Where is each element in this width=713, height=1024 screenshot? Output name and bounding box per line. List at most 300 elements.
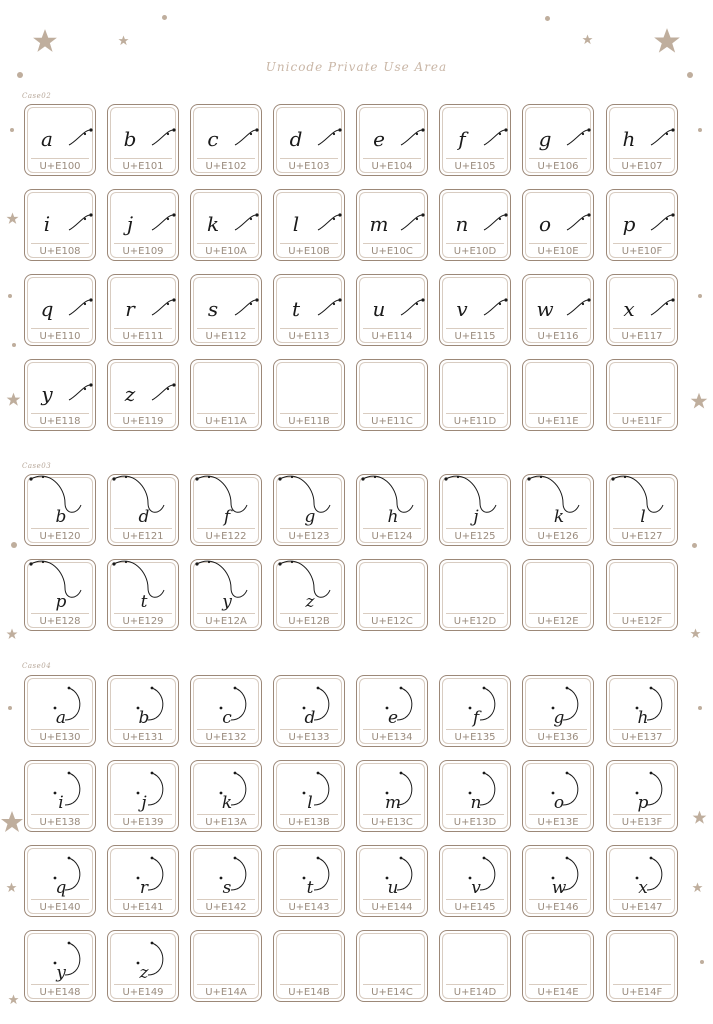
codepoint-label: U+E11A [205, 416, 247, 427]
codepoint-label: U+E14C [371, 987, 413, 998]
glyph-cell [606, 359, 678, 431]
glyph-drawing [357, 761, 429, 817]
glyph-cell [273, 760, 345, 832]
glyph-letter: w [551, 878, 567, 898]
glyph-letter: y [222, 592, 232, 612]
glyph-letter: k [206, 212, 220, 236]
codepoint-label: U+E12A [205, 616, 247, 627]
codepoint-label: U+E134 [371, 732, 413, 743]
glyph-letter: g [304, 507, 316, 527]
star-icon [118, 35, 129, 46]
glyph-letter: q [55, 878, 67, 898]
glyph-drawing [25, 676, 97, 732]
codepoint-label: U+E118 [39, 416, 81, 427]
baseline-divider [446, 613, 504, 614]
glyph-cell [24, 930, 96, 1002]
codepoint-label: U+E122 [205, 531, 247, 542]
codepoint-label: U+E120 [39, 531, 81, 542]
glyph-cell [356, 845, 428, 917]
glyph-letter: z [305, 592, 315, 612]
codepoint-label: U+E121 [122, 531, 164, 542]
codepoint-label: U+E14B [288, 987, 330, 998]
codepoint-label: U+E14F [621, 987, 663, 998]
glyph-drawing [25, 190, 97, 246]
codepoint-label: U+E103 [288, 161, 330, 172]
dot-decoration [687, 72, 693, 78]
glyph-drawing [607, 475, 679, 531]
glyph-letter: r [139, 878, 149, 898]
glyph-drawing [108, 931, 180, 987]
glyph-cell [522, 359, 594, 431]
glyph-drawing [274, 846, 346, 902]
glyph-drawing [25, 475, 97, 531]
glyph-cell [24, 359, 96, 431]
codepoint-label: U+E149 [122, 987, 164, 998]
baseline-divider [446, 984, 504, 985]
codepoint-label: U+E13F [621, 817, 663, 828]
glyph-drawing [523, 761, 595, 817]
glyph-cell [356, 474, 428, 546]
baseline-divider [197, 413, 255, 414]
star-icon [582, 34, 593, 45]
glyph-letter: h [387, 507, 399, 527]
glyph-drawing [440, 761, 512, 817]
codepoint-label: U+E126 [537, 531, 579, 542]
glyph-drawing [108, 105, 180, 161]
glyph-letter: u [372, 297, 386, 321]
glyph-drawing [191, 190, 263, 246]
glyph-cell [522, 474, 594, 546]
glyph-drawing [25, 846, 97, 902]
glyph-drawing [357, 275, 429, 331]
glyph-drawing [191, 761, 263, 817]
dot-decoration [8, 706, 12, 710]
star-icon [0, 810, 24, 834]
glyph-letter: g [538, 127, 552, 151]
codepoint-label: U+E10A [205, 246, 247, 257]
glyph-cell [273, 104, 345, 176]
star-icon [690, 392, 708, 410]
glyph-cell [522, 274, 594, 346]
glyph-cell [107, 474, 179, 546]
glyph-drawing [108, 560, 180, 616]
star-icon [6, 628, 18, 640]
glyph-drawing [25, 761, 97, 817]
codepoint-label: U+E101 [122, 161, 164, 172]
glyph-letter: t [306, 878, 314, 898]
glyph-cell [190, 274, 262, 346]
glyph-cell [24, 675, 96, 747]
glyph-drawing [523, 105, 595, 161]
glyph-letter: s [207, 297, 219, 321]
dot-decoration [11, 542, 17, 548]
glyph-letter: f [458, 127, 466, 151]
glyph-drawing [440, 190, 512, 246]
codepoint-label: U+E128 [39, 616, 81, 627]
glyph-letter: d [289, 127, 303, 151]
glyph-cell [439, 675, 511, 747]
glyph-drawing [191, 475, 263, 531]
glyph-drawing [440, 105, 512, 161]
codepoint-label: U+E11E [537, 416, 579, 427]
codepoint-label: U+E12D [453, 616, 497, 627]
glyph-cell [190, 930, 262, 1002]
codepoint-label: U+E146 [537, 902, 579, 913]
glyph-letter: f [472, 708, 480, 728]
baseline-divider [529, 413, 587, 414]
baseline-divider [363, 613, 421, 614]
glyph-letter: j [126, 212, 134, 236]
glyph-cell [356, 675, 428, 747]
star-icon [653, 27, 681, 55]
glyph-cell [107, 675, 179, 747]
glyph-cell [107, 760, 179, 832]
baseline-divider [529, 613, 587, 614]
glyph-letter: a [55, 708, 67, 728]
glyph-cell [606, 675, 678, 747]
glyph-letter: p [637, 793, 649, 813]
codepoint-label: U+E140 [39, 902, 81, 913]
glyph-cell [190, 675, 262, 747]
codepoint-label: U+E11D [453, 416, 497, 427]
glyph-cell [522, 559, 594, 631]
glyph-drawing [523, 846, 595, 902]
glyph-drawing [357, 105, 429, 161]
glyph-cell [24, 474, 96, 546]
star-icon [8, 994, 19, 1005]
glyph-letter: b [55, 507, 67, 527]
star-icon [6, 882, 17, 893]
dot-decoration [698, 128, 702, 132]
glyph-cell [522, 189, 594, 261]
glyph-letter: a [41, 127, 53, 151]
glyph-cell [107, 559, 179, 631]
codepoint-label: U+E102 [205, 161, 247, 172]
glyph-cell [439, 559, 511, 631]
baseline-divider [197, 984, 255, 985]
glyph-cell [24, 760, 96, 832]
glyph-letter: n [470, 793, 482, 813]
codepoint-label: U+E141 [122, 902, 164, 913]
glyph-cell [356, 359, 428, 431]
glyph-cell [522, 675, 594, 747]
glyph-cell [190, 189, 262, 261]
glyph-drawing [191, 676, 263, 732]
glyph-letter: x [638, 878, 648, 898]
glyph-drawing [607, 275, 679, 331]
glyph-drawing [440, 676, 512, 732]
codepoint-label: U+E104 [371, 161, 413, 172]
glyph-drawing [607, 105, 679, 161]
glyph-letter: l [640, 507, 646, 527]
codepoint-label: U+E143 [288, 902, 330, 913]
glyph-cell [107, 274, 179, 346]
codepoint-label: U+E110 [39, 331, 81, 342]
baseline-divider [446, 413, 504, 414]
glyph-letter: v [471, 878, 481, 898]
glyph-cell [190, 559, 262, 631]
codepoint-label: U+E132 [205, 732, 247, 743]
codepoint-label: U+E131 [122, 732, 164, 743]
glyph-cell [24, 274, 96, 346]
codepoint-label: U+E13C [371, 817, 413, 828]
glyph-cell [273, 559, 345, 631]
codepoint-label: U+E135 [454, 732, 496, 743]
glyph-drawing [191, 105, 263, 161]
codepoint-label: U+E105 [454, 161, 496, 172]
glyph-letter: l [292, 212, 300, 236]
glyph-letter: y [56, 963, 66, 983]
codepoint-label: U+E109 [122, 246, 164, 257]
glyph-drawing [108, 360, 180, 416]
glyph-cell [190, 359, 262, 431]
glyph-cell [356, 189, 428, 261]
codepoint-label: U+E12F [621, 616, 663, 627]
glyph-drawing [357, 676, 429, 732]
dot-decoration [698, 706, 702, 710]
glyph-letter: h [622, 127, 636, 151]
glyph-letter: n [455, 212, 469, 236]
dot-decoration [8, 294, 12, 298]
codepoint-label: U+E10B [288, 246, 330, 257]
baseline-divider [613, 984, 671, 985]
baseline-divider [363, 413, 421, 414]
glyph-drawing [274, 761, 346, 817]
glyph-drawing [108, 275, 180, 331]
baseline-divider [280, 984, 338, 985]
glyph-cell [522, 930, 594, 1002]
codepoint-label: U+E14D [453, 987, 497, 998]
glyph-drawing [108, 190, 180, 246]
star-icon [692, 882, 703, 893]
section-label: Case02 [22, 92, 52, 100]
glyph-drawing [523, 275, 595, 331]
glyph-drawing [357, 190, 429, 246]
glyph-drawing [440, 475, 512, 531]
glyph-cell [439, 359, 511, 431]
glyph-cell [606, 474, 678, 546]
dot-decoration [17, 72, 23, 78]
glyph-letter: t [140, 592, 148, 612]
glyph-drawing [25, 560, 97, 616]
dot-decoration [700, 960, 704, 964]
glyph-drawing [357, 846, 429, 902]
codepoint-label: U+E136 [537, 732, 579, 743]
baseline-divider [613, 613, 671, 614]
glyph-drawing [108, 475, 180, 531]
glyph-cell [439, 930, 511, 1002]
codepoint-label: U+E119 [122, 416, 164, 427]
glyph-cell [24, 845, 96, 917]
glyph-cell [356, 274, 428, 346]
glyph-drawing [274, 190, 346, 246]
glyph-letter: i [43, 212, 51, 236]
glyph-drawing [25, 275, 97, 331]
glyph-drawing [523, 676, 595, 732]
dot-decoration [545, 16, 550, 21]
codepoint-label: U+E12B [288, 616, 330, 627]
codepoint-label: U+E133 [288, 732, 330, 743]
glyph-cell [606, 845, 678, 917]
codepoint-label: U+E10D [453, 246, 497, 257]
glyph-cell [606, 930, 678, 1002]
glyph-drawing [108, 846, 180, 902]
codepoint-label: U+E100 [39, 161, 81, 172]
section-label: Case03 [22, 462, 52, 470]
glyph-letter: b [123, 127, 137, 151]
star-icon [6, 212, 19, 225]
star-icon [690, 628, 701, 639]
codepoint-label: U+E125 [454, 531, 496, 542]
codepoint-label: U+E130 [39, 732, 81, 743]
codepoint-label: U+E107 [621, 161, 663, 172]
glyph-letter: s [222, 878, 232, 898]
dot-decoration [12, 343, 16, 347]
glyph-drawing [191, 846, 263, 902]
glyph-cell [190, 845, 262, 917]
codepoint-label: U+E142 [205, 902, 247, 913]
glyph-drawing [523, 475, 595, 531]
glyph-cell [356, 104, 428, 176]
glyph-cell [606, 189, 678, 261]
codepoint-label: U+E111 [122, 331, 164, 342]
glyph-letter: o [538, 212, 552, 236]
page-title: Unicode Private Use Area [265, 60, 448, 74]
codepoint-label: U+E115 [454, 331, 496, 342]
glyph-drawing [607, 761, 679, 817]
dot-decoration [698, 294, 702, 298]
glyph-drawing [25, 931, 97, 987]
codepoint-label: U+E13A [205, 817, 247, 828]
glyph-cell [273, 675, 345, 747]
glyph-drawing [357, 475, 429, 531]
codepoint-label: U+E12C [371, 616, 413, 627]
codepoint-label: U+E10F [621, 246, 663, 257]
baseline-divider [529, 984, 587, 985]
glyph-drawing [523, 190, 595, 246]
glyph-drawing [607, 676, 679, 732]
glyph-drawing [25, 360, 97, 416]
glyph-drawing [108, 676, 180, 732]
glyph-letter: q [40, 297, 54, 321]
glyph-letter: p [622, 212, 636, 236]
glyph-cell [356, 559, 428, 631]
glyph-letter: w [536, 297, 554, 321]
glyph-cell [439, 845, 511, 917]
codepoint-label: U+E112 [205, 331, 247, 342]
glyph-cell [522, 845, 594, 917]
codepoint-label: U+E113 [288, 331, 330, 342]
glyph-letter: j [473, 507, 479, 527]
glyph-cell [522, 104, 594, 176]
glyph-cell [606, 559, 678, 631]
codepoint-label: U+E10C [371, 246, 413, 257]
glyph-cell [107, 930, 179, 1002]
glyph-letter: j [141, 793, 147, 813]
codepoint-label: U+E108 [39, 246, 81, 257]
codepoint-label: U+E148 [39, 987, 81, 998]
glyph-cell [107, 845, 179, 917]
glyph-cell [107, 359, 179, 431]
codepoint-label: U+E138 [39, 817, 81, 828]
glyph-letter: c [207, 127, 219, 151]
glyph-letter: m [369, 212, 389, 236]
glyph-drawing [607, 190, 679, 246]
glyph-drawing [274, 105, 346, 161]
codepoint-label: U+E10E [537, 246, 579, 257]
codepoint-label: U+E116 [537, 331, 579, 342]
baseline-divider [280, 413, 338, 414]
glyph-letter: v [456, 297, 468, 321]
glyph-cell [439, 760, 511, 832]
glyph-cell [606, 274, 678, 346]
glyph-letter: u [387, 878, 399, 898]
codepoint-label: U+E123 [288, 531, 330, 542]
glyph-drawing [191, 560, 263, 616]
glyph-letter: m [384, 793, 402, 813]
codepoint-label: U+E14E [537, 987, 579, 998]
glyph-letter: k [221, 793, 233, 813]
codepoint-label: U+E11C [371, 416, 413, 427]
glyph-drawing [191, 275, 263, 331]
glyph-letter: o [553, 793, 565, 813]
glyph-drawing [274, 560, 346, 616]
glyph-cell [273, 845, 345, 917]
glyph-drawing [274, 475, 346, 531]
baseline-divider [613, 413, 671, 414]
codepoint-label: U+E127 [621, 531, 663, 542]
glyph-cell [356, 930, 428, 1002]
codepoint-label: U+E11B [288, 416, 330, 427]
glyph-letter: g [553, 708, 565, 728]
star-icon [32, 28, 58, 54]
glyph-cell [107, 104, 179, 176]
glyph-drawing [440, 275, 512, 331]
glyph-cell [107, 189, 179, 261]
star-icon [6, 392, 21, 407]
glyph-letter: f [223, 507, 231, 527]
glyph-cell [522, 760, 594, 832]
codepoint-label: U+E124 [371, 531, 413, 542]
glyph-drawing [274, 275, 346, 331]
codepoint-label: U+E117 [621, 331, 663, 342]
glyph-letter: z [139, 963, 149, 983]
glyph-cell [190, 760, 262, 832]
codepoint-label: U+E137 [621, 732, 663, 743]
glyph-cell [606, 760, 678, 832]
glyph-letter: l [307, 793, 313, 813]
codepoint-label: U+E106 [537, 161, 579, 172]
star-icon [692, 810, 707, 825]
codepoint-label: U+E11F [621, 416, 663, 427]
glyph-cell [439, 474, 511, 546]
glyph-cell [24, 559, 96, 631]
glyph-letter: r [125, 297, 135, 321]
glyph-cell [24, 104, 96, 176]
glyph-cell [190, 104, 262, 176]
glyph-cell [606, 104, 678, 176]
glyph-drawing [440, 846, 512, 902]
glyph-cell [439, 274, 511, 346]
glyph-letter: i [58, 793, 64, 813]
baseline-divider [363, 984, 421, 985]
codepoint-label: U+E13E [537, 817, 579, 828]
codepoint-label: U+E145 [454, 902, 496, 913]
glyph-letter: p [55, 592, 67, 612]
glyph-letter: x [623, 297, 635, 321]
glyph-cell [439, 104, 511, 176]
glyph-letter: c [222, 708, 232, 728]
